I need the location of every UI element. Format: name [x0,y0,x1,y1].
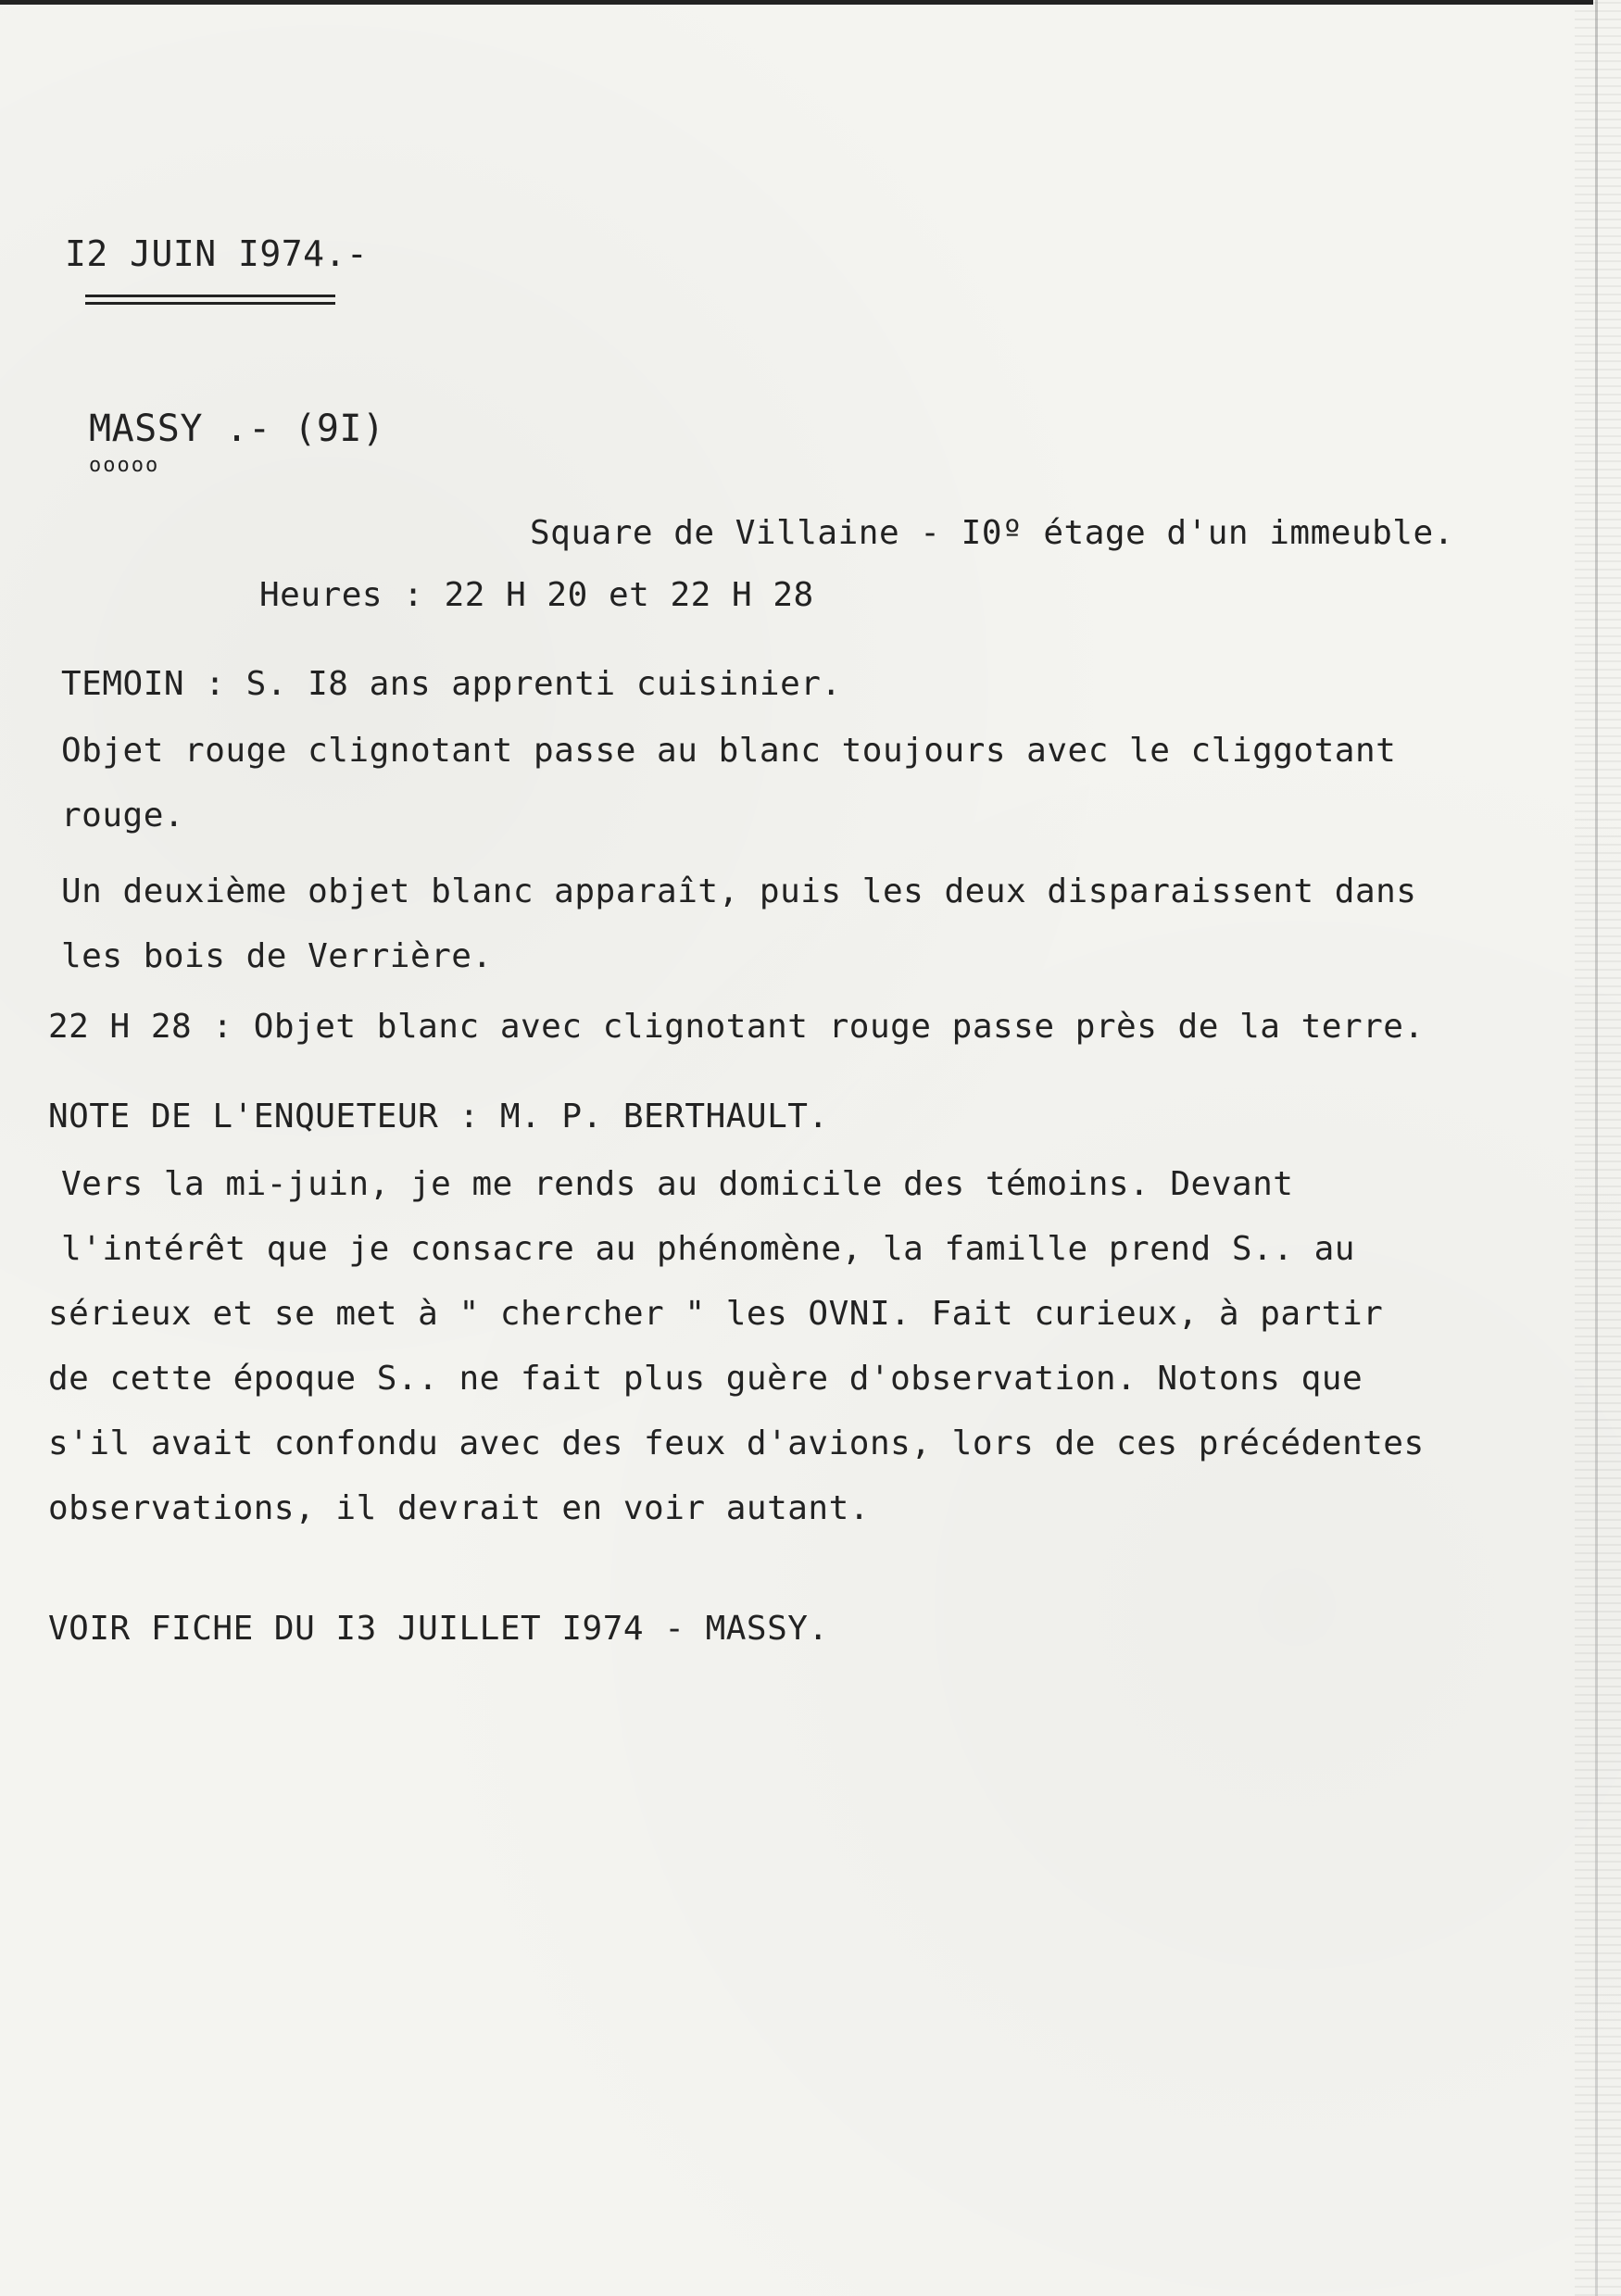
hours-line: Heures : 22 H 20 et 22 H 28 [259,576,814,614]
date-underline-second [85,302,335,305]
note-line: observations, il devrait en voir autant. [48,1489,870,1527]
date-underline [85,295,335,297]
see-also-reference: VOIR FICHE DU I3 JUILLET I974 - MASSY. [48,1610,829,1648]
observation-line: 22 H 28 : Objet blanc avec clignotant rouge passe près de la terre. [48,1008,1425,1046]
scan-margin-noise [1575,0,1621,2296]
note-line: sérieux et se met à " chercher " les OVNI. Fait curieux, à partir [48,1295,1384,1333]
note-line: de cette époque S.. ne fait plus guère d'observation. Notons que [48,1360,1363,1398]
location-line: Square de Villaine - I0º étage d'un immeuble. [530,514,1454,552]
observation-line: rouge. [61,797,185,834]
observation-line: Un deuxième objet blanc apparaît, puis les deux disparaissent dans [61,872,1417,910]
place-underline-marks: ooooo [89,454,160,477]
note-line: s'il avait confondu avec des feux d'avions, lors de ces précédentes [48,1424,1425,1462]
note-line: Vers la mi-juin, je me rends au domicile des témoins. Devant [61,1165,1294,1203]
observation-line: les bois de Verrière. [61,937,493,975]
document-date: I2 JUIN I974.- [65,233,369,274]
investigator-note-heading: NOTE DE L'ENQUETEUR : M. P. BERTHAULT. [48,1098,829,1135]
observation-line: Objet rouge clignotant passe au blanc toujours avec le cliggotant [61,732,1397,770]
top-border-line [0,0,1593,5]
note-line: l'intérêt que je consacre au phénomène, la famille prend S.. au [61,1230,1355,1268]
witness-line: TEMOIN : S. I8 ans apprenti cuisinier. [61,665,842,703]
page-edge [1595,0,1598,2296]
place-heading: MASSY .- (9I) [89,408,385,450]
